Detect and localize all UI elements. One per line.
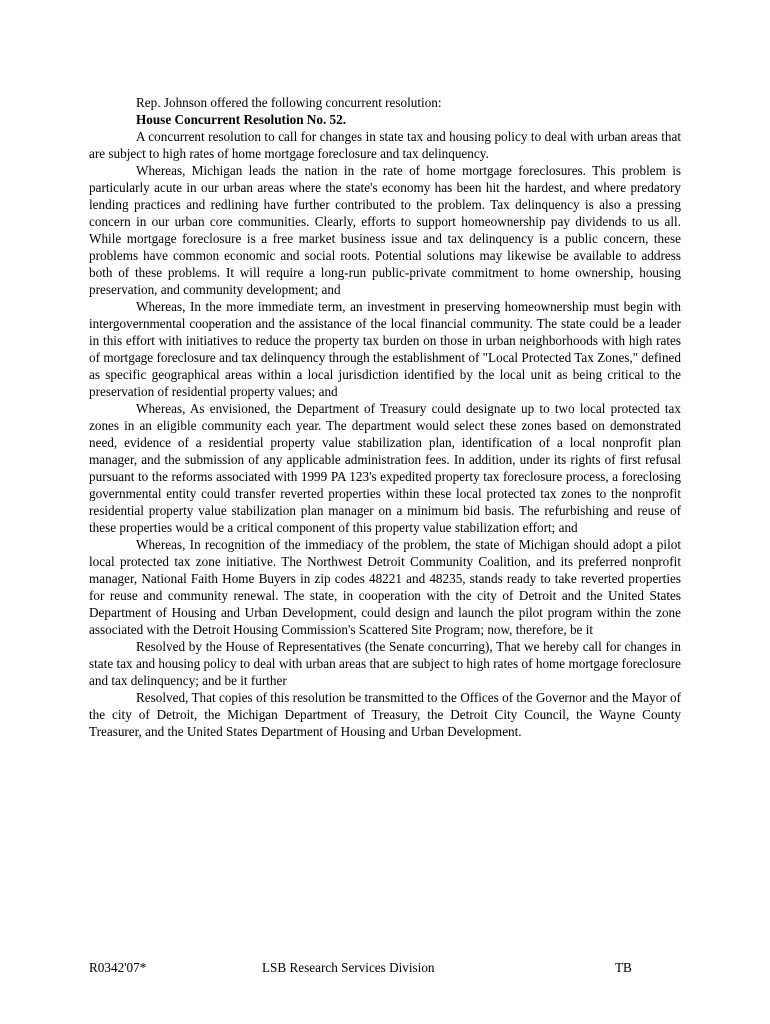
footer-division: LSB Research Services Division	[262, 960, 435, 975]
paragraph-whereas-4: Whereas, In recognition of the immediacy of the problem, the state of Michigan should adopt a pilot local protected tax zone initiative. The Northwest Detroit Community Coalition, and its preferred nonprofit manager, National Faith Home Buyers in zip codes 48221 and 48235, stands ready to take reverted properties for reuse and community renewal. The state, in cooperation with the city of Detroit and the United States Department of Housing and Urban Development, could design and launch the pilot program within the zone associated with the Detroit Housing Commission's Scattered Site Program; now, therefore, be it	[89, 537, 681, 637]
footer-doc-id: R0342'07*	[89, 960, 147, 975]
page-footer	[89, 959, 681, 979]
paragraph-resolved-1: Resolved by the House of Representatives (the Senate concurring), That we hereby call for changes in state tax and housing policy to deal with urban areas that are subject to high rates of home mortgage foreclosure and tax delinquency; and be it further	[89, 639, 681, 688]
intro-line: Rep. Johnson offered the following concurrent resolution:	[136, 95, 442, 110]
paragraph-resolved-2: Resolved, That copies of this resolution be transmitted to the Offices of the Governor and the Mayor of the city of Detroit, the Michigan Department of Treasury, the Detroit City Council, the Wayne County Treasurer, and the United States Department of Housing and Urban Development.	[89, 690, 681, 739]
footer-initials: TB	[615, 960, 632, 975]
resolution-body	[89, 94, 681, 740]
paragraph-whereas-2: Whereas, In the more immediate term, an investment in preserving homeownership must begin with intergovernmental cooperation and the assistance of the local financial community. The state could be a leader in this effort with initiatives to reduce the property tax burden on those in urban neighborhoods with high rates of mortgage foreclosure and tax delinquency through the establishment of "Local Protected Tax Zones," defined as specific geographical areas within a local jurisdiction identified by the local unit as being critical to the preservation of residential property values; and	[89, 299, 681, 399]
resolution-heading: House Concurrent Resolution No. 52.	[136, 112, 347, 127]
paragraph-whereas-3: Whereas, As envisioned, the Department of Treasury could designate up to two local protected tax zones in an eligible community each year. The department would select these zones based on demonstrated need, evidence of a residential property value stabilization plan, identification of a local nonprofit plan manager, and the submission of any applicable administration fees. In addition, under its rights of first refusal pursuant to the reforms associated with 1999 PA 123's expedited property tax foreclosure process, a foreclosing governmental entity could transfer reverted properties within these local protected tax zones to the nonprofit residential property value stabilization plan manager on a minimum bid basis. The refurbishing and reuse of these properties would be a critical component of this property value stabilization effort; and	[89, 401, 681, 535]
paragraph-whereas-1: Whereas, Michigan leads the nation in the rate of home mortgage foreclosures. This problem is particularly acute in our urban areas where the state's economy has been hit the hardest, and where predatory lending practices and redlining have further contributed to the problem. Tax delinquency is also a pressing concern in our urban core communities. Clearly, efforts to support homeownership pay dividends to us all. While mortgage foreclosure is a free market business issue and tax delinquency is a public concern, these problems have common economic and social roots. Potential solutions may likewise be available to address both of these problems. It will require a long-run public-private commitment to home ownership, housing preservation, and community development; and	[89, 163, 681, 297]
paragraph-summary: A concurrent resolution to call for changes in state tax and housing policy to deal with urban areas that are subject to high rates of home mortgage foreclosure and tax delinquency.	[89, 129, 681, 161]
